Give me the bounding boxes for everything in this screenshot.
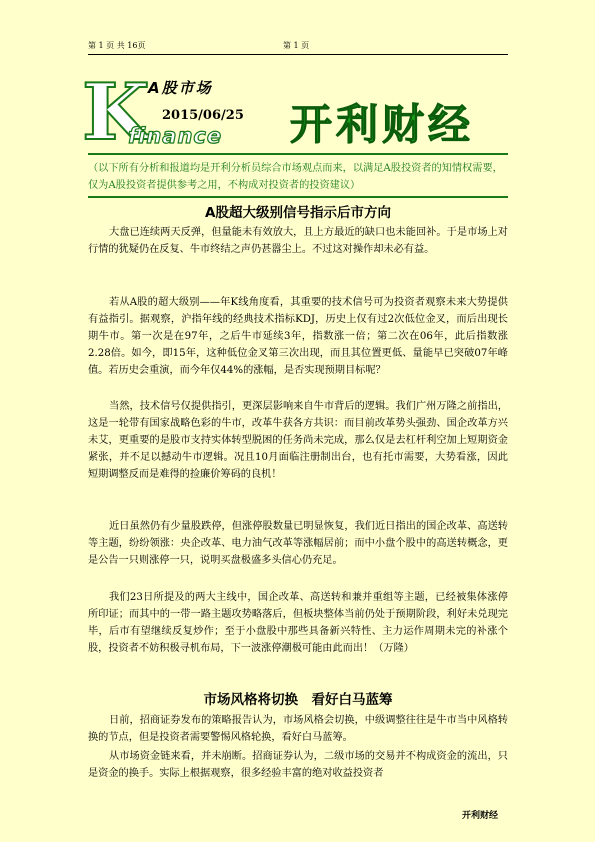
disclaimer: （以下所有分析和报道均是开利分析员综合市场观点而来，以满足A股投资者的知情权需要，仅为A股投资者提供参考之用，不构成对投资者的投资建议） (88, 163, 503, 191)
paragraph: 大盘已连续两天反弹，但量能未有效放大，且上方最近的缺口也未能回补。于是市场上对行情的犹疑仍在反复、牛市终结之声仍甚嚣尘上。不过这对操作却未必有益。 (88, 227, 508, 255)
brand-title: 开利财经 (290, 100, 475, 149)
paragraph: 近日虽然仍有少量股跌停，但涨停股数量已明显恢复，我们近日指出的国企改革、高送转等主题，纷纷领涨：央企改革、电力油气改革等涨幅居前；而中小盘个股中的高送转概念，更是公告一只则涨停一只，说明买盘极盛多头信心仍充足。 (88, 521, 508, 566)
masthead-rule-bottom (88, 196, 508, 198)
article-title: A股超大级别信号指示后市方向 (205, 205, 391, 221)
logo-letter: K (82, 67, 150, 158)
page-header (88, 40, 508, 54)
logo-word: finance (128, 124, 223, 148)
paragraph: 当然，技术信号仅提供指引，更深层影响来自牛市背后的逻辑。我们广州万隆之前指出，这是一轮带有国家战略色彩的牛市，改革牛获各方共识：而目前改革势头强劲、国企改革方兴未艾，更重要的是股市支持实体转型脱困的任务尚未完成，那么仅是去杠杆利空加上短期资金紧张，并不足以撼动牛市逻辑。况且10月面临注册制出台，也有托市需要，大势看涨，因此短期调整反而是难得的捡廉价筹码的良机！ (88, 401, 508, 480)
page-number: 第 1 页 (283, 41, 310, 50)
footer-brand: 开利财经 (462, 811, 499, 821)
paragraph: 从市场资金链来看，并未崩断。招商证券认为，二级市场的交易并不构成资金的流出，只是资金的换手。实际上根据观察，很多经验丰富的绝对收益投资者 (88, 751, 508, 779)
issue-date: 2015/06/25 (162, 108, 244, 123)
page-count: 第 1 页 共 16页 (88, 41, 146, 50)
paragraph: 若从A股的超大级别——年K线角度看，其重要的技术信号可为投资者观察未来大势提供有益指引。据观察，沪指年线的经典技术指标KDJ，历史上仅有过2次低位金叉，而后出现长期牛市。第一次是在97年，之后牛市延续3年，指数涨一倍；第二次在06年，此后指数涨2.28倍。如今，即15年，这种低位金叉第三次出现，而且其位置更低、量能早已突破07年峰值。若历史会重演，而今年仅44%的涨幅，是否实现预期目标呢？ (88, 297, 508, 376)
paragraph: 日前，招商证券发布的策略报告认为，市场风格会切换，中级调整往往是牛市当中风格转换的节点，但是投资者需要警惕风格轮换，看好白马蓝筹。 (88, 715, 508, 743)
market-label: A股市场 (148, 79, 213, 97)
masthead-rule-top (88, 153, 508, 155)
paragraph: 我们23日所提及的两大主线中，国企改革、高送转和兼并重组等主题，已经被集体涨停所印证；而其中的一带一路主题攻势略落后，但板块整体当前仍处于预期阶段，利好未兑现完毕，后市有望继续反复炒作；至于小盘股中那些具备新兴特性、主力运作周期未完的补涨个股，投资者不妨积极寻机布局，下一波涨停潮极可能由此而出！（万隆） (88, 592, 508, 654)
article-title: 市场风格将切换 看好白马蓝筹 (203, 692, 393, 708)
header-rule (88, 54, 508, 55)
